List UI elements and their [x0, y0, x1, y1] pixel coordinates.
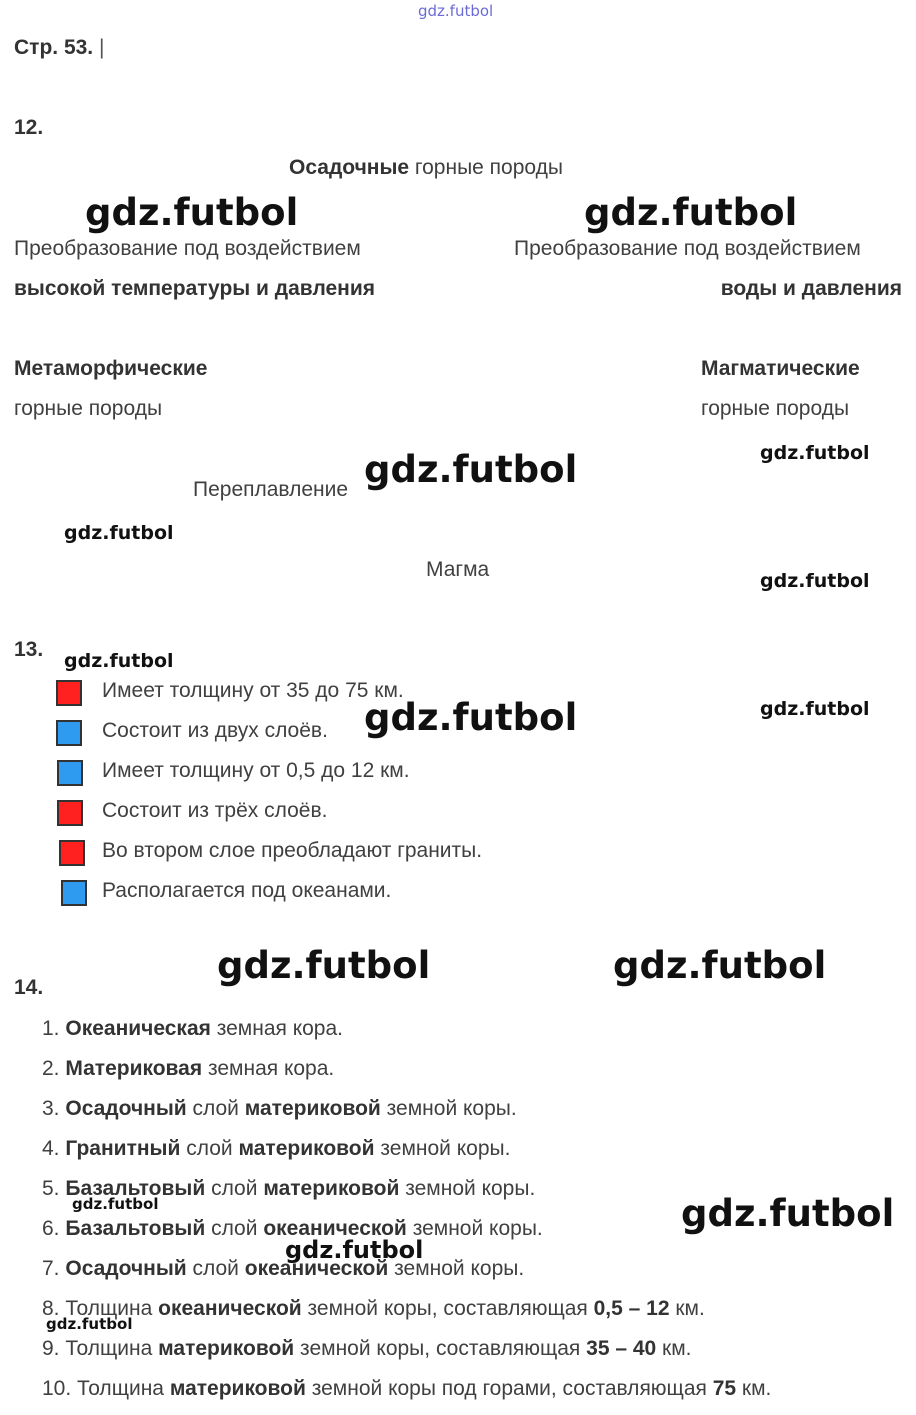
red-checkbox[interactable] — [57, 800, 83, 826]
list-number: 4. — [42, 1137, 66, 1160]
remelting-label: Переплавление — [193, 478, 349, 501]
red-checkbox[interactable] — [59, 840, 85, 866]
page-label-text: Стр. 53. — [14, 36, 94, 59]
red-checkbox[interactable] — [56, 680, 82, 706]
bold-term: 75 — [712, 1377, 737, 1400]
plain-text: слой — [186, 1257, 245, 1280]
list-item — [42, 1256, 524, 1282]
watermark: gdz.futbol — [613, 944, 827, 987]
property-text: Во втором слое преобладают граниты. — [102, 839, 483, 862]
list-number: 6. — [42, 1217, 66, 1240]
list-number: 9. — [42, 1337, 66, 1360]
sedimentary-rocks — [289, 155, 563, 181]
watermark: gdz.futbol — [364, 696, 578, 739]
magmatic-title: Магматические — [701, 357, 860, 380]
task-14-number: 14. — [14, 976, 44, 999]
watermark-top: gdz.futbol — [418, 2, 494, 20]
task-13-number: 13. — [14, 638, 44, 661]
plain-text: км. — [669, 1297, 705, 1320]
text-cursor: | — [98, 36, 105, 59]
list-item — [42, 1376, 771, 1402]
watermark: gdz.futbol — [64, 522, 174, 544]
watermark: gdz.futbol — [285, 1236, 424, 1264]
property-text: Имеет толщину от 0,5 до 12 км. — [102, 759, 410, 782]
plain-text: км. — [736, 1377, 772, 1400]
bold-term: Базальтовый — [65, 1177, 206, 1200]
list-number: 8. — [42, 1297, 66, 1320]
list-item — [42, 1336, 692, 1362]
sedimentary-rest: горные породы — [409, 156, 563, 179]
bold-term: океанической — [158, 1297, 302, 1320]
plain-text: земной коры. — [406, 1217, 543, 1240]
plain-text: земная кора. — [202, 1057, 335, 1080]
left-transform-line2: высокой температуры и давления — [14, 277, 376, 300]
plain-text: земной коры. — [399, 1177, 536, 1200]
list-number: 7. — [42, 1257, 66, 1280]
bold-term: океанической — [263, 1217, 407, 1240]
blue-checkbox[interactable] — [56, 720, 82, 746]
metamorphic-title: Метаморфические — [14, 357, 208, 380]
list-item — [42, 1136, 510, 1162]
plain-text: км. — [656, 1337, 692, 1360]
watermark: gdz.futbol — [85, 191, 299, 234]
right-transform-line2: воды и давления — [720, 277, 902, 300]
right-transform-line1: Преобразование под воздействием — [514, 237, 861, 260]
plain-text: слой — [205, 1217, 264, 1240]
bold-term: материковой — [244, 1097, 381, 1120]
magmatic-rest: горные породы — [701, 397, 850, 420]
page-label — [14, 36, 104, 60]
list-number: 2. — [42, 1057, 66, 1080]
plain-text: земной коры. — [374, 1137, 511, 1160]
blue-checkbox[interactable] — [57, 760, 83, 786]
bold-term: Материковая — [65, 1057, 203, 1080]
plain-text: земной коры под горами, составляющая — [305, 1377, 713, 1400]
list-number: 5. — [42, 1177, 66, 1200]
property-text: Состоит из трёх слоёв. — [102, 799, 328, 822]
property-text: Имеет толщину от 35 до 75 км. — [102, 679, 404, 702]
metamorphic-rest: горные породы — [14, 397, 163, 420]
property-text: Состоит из двух слоёв. — [102, 719, 328, 742]
plain-text: слой — [186, 1097, 245, 1120]
magma-label: Магма — [426, 558, 490, 581]
watermark: gdz.futbol — [64, 650, 174, 672]
bold-term: материковой — [158, 1337, 295, 1360]
list-number: 10. — [42, 1377, 78, 1400]
plain-text: Толщина — [65, 1337, 159, 1360]
bold-term: материковой — [238, 1137, 375, 1160]
bold-term: Гранитный — [65, 1137, 181, 1160]
list-item — [42, 1056, 334, 1082]
bold-term: Осадочный — [65, 1257, 187, 1280]
watermark: gdz.futbol — [217, 944, 431, 987]
bold-term: материковой — [169, 1377, 306, 1400]
bold-term: Базальтовый — [65, 1217, 206, 1240]
watermark: gdz.futbol — [584, 191, 798, 234]
watermark: gdz.futbol — [760, 698, 870, 720]
plain-text: Толщина — [65, 1297, 159, 1320]
bold-term: океанической — [244, 1257, 389, 1280]
watermark: gdz.futbol — [46, 1315, 133, 1333]
bold-term: Океаническая — [65, 1017, 211, 1040]
plain-text: земной коры. — [388, 1257, 525, 1280]
left-transform-line1: Преобразование под воздействием — [14, 237, 361, 260]
plain-text: земной коры, составляющая — [301, 1297, 594, 1320]
task-12-number: 12. — [14, 116, 44, 139]
bold-term: Осадочный — [65, 1097, 187, 1120]
plain-text: слой — [180, 1137, 239, 1160]
plain-text: земная кора. — [210, 1017, 343, 1040]
list-number: 3. — [42, 1097, 66, 1120]
plain-text: земной коры, составляющая — [294, 1337, 587, 1360]
bold-term: 0,5 – 12 — [593, 1297, 670, 1320]
plain-text: слой — [205, 1177, 264, 1200]
bold-term: 35 – 40 — [586, 1337, 657, 1360]
plain-text: Толщина — [77, 1377, 170, 1400]
list-item — [42, 1296, 705, 1322]
watermark: gdz.futbol — [364, 448, 578, 491]
property-text: Располагается под океанами. — [102, 879, 392, 902]
bold-term: материковой — [263, 1177, 400, 1200]
watermark: gdz.futbol — [760, 570, 870, 592]
watermark: gdz.futbol — [760, 442, 870, 464]
sedimentary-bold: Осадочные — [289, 156, 410, 179]
list-item — [42, 1016, 343, 1042]
watermark: gdz.futbol — [681, 1192, 895, 1235]
list-number: 1. — [42, 1017, 66, 1040]
watermark: gdz.futbol — [72, 1195, 159, 1213]
blue-checkbox[interactable] — [61, 880, 87, 906]
list-item — [42, 1096, 517, 1122]
plain-text: земной коры. — [380, 1097, 517, 1120]
